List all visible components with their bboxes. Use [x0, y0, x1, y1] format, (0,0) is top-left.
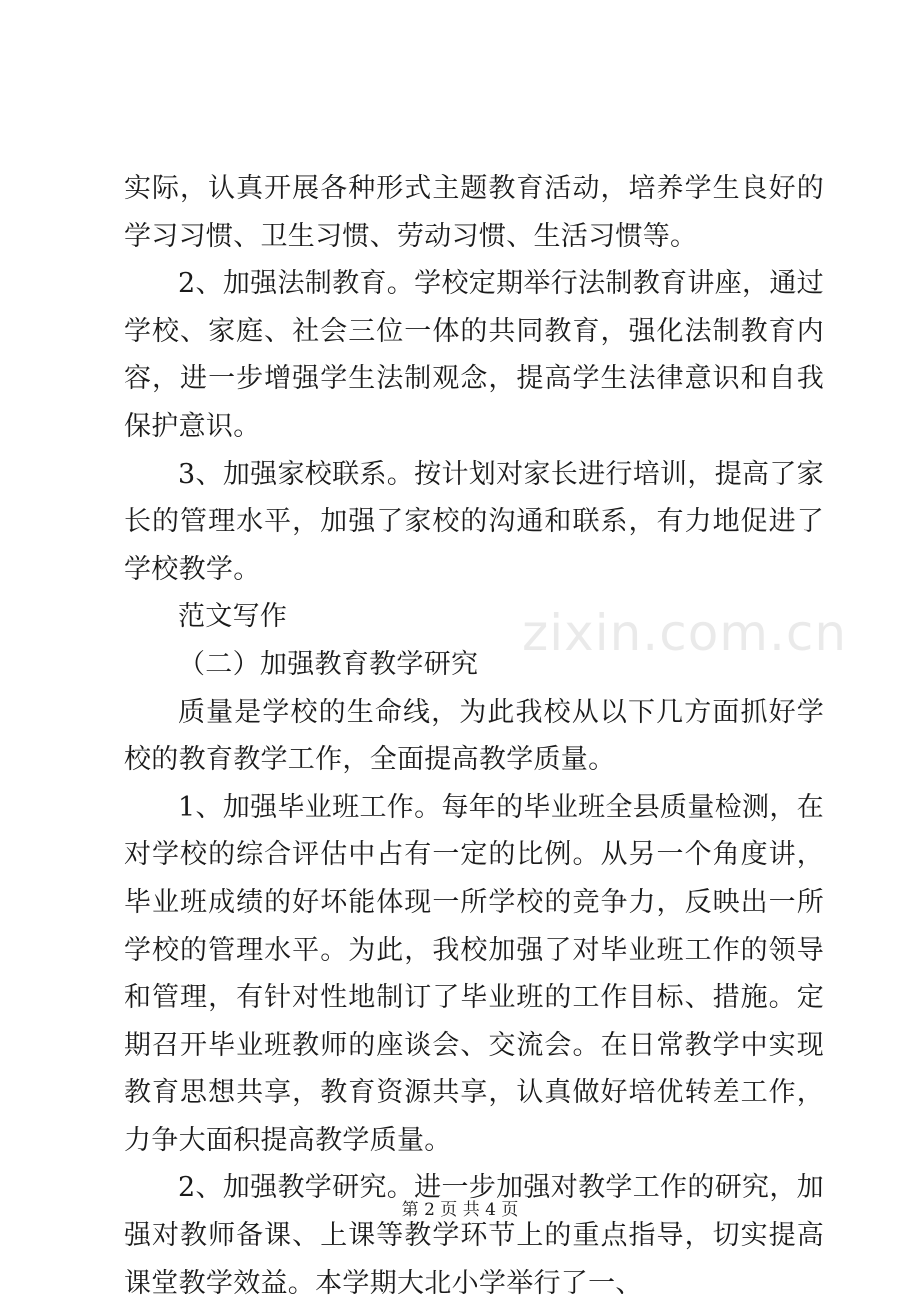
- paragraph: 范文写作: [178, 601, 288, 633]
- paragraph: （二）加强教育教学研究: [178, 648, 479, 680]
- paragraph: 2、加强教学研究。进一步加强对教学工作的研究，加强对教师备课、上课等教学环节上的重点指导，切实提高课堂教学效益。本学期大北小学举行了一、: [124, 1172, 824, 1299]
- paragraph: 3、加强家校联系。按计划对家长进行培训，提高了家长的管理水平，加强了家校的沟通和联系，有力地促进了学校教学。: [124, 458, 824, 585]
- page-footer: 第 2 页 共 4 页: [401, 1200, 519, 1220]
- document-body: [124, 165, 824, 1307]
- paragraph: 实际，认真开展各种形式主题教育活动，培养学生良好的学习习惯、卫生习惯、劳动习惯、生活习惯等。: [124, 173, 824, 252]
- paragraph: 1、加强毕业班工作。每年的毕业班全县质量检测，在对学校的综合评估中占有一定的比例。从另一个角度讲，毕业班成绩的好坏能体现一所学校的竞争力，反映出一所学校的管理水平。为此，我校加强了对毕业班工作的领导和管理，有针对性地制订了毕业班的工作目标、措施。定期召开毕业班教师的座谈会、交流会。在日常教学中实现教育思想共享，教育资源共享，认真做好培优转差工作，力争大面积提高教学质量。: [124, 791, 824, 1156]
- paragraph: 质量是学校的生命线，为此我校从以下几方面抓好学校的教育教学工作，全面提高教学质量。: [124, 696, 824, 776]
- watermark-text: zixin.com.cn: [522, 604, 848, 662]
- paragraph: 2、加强法制教育。学校定期举行法制教育讲座，通过学校、家庭、社会三位一体的共同教育，强化法制教育内容，进一步增强学生法制观念，提高学生法律意识和自我保护意识。: [124, 268, 824, 442]
